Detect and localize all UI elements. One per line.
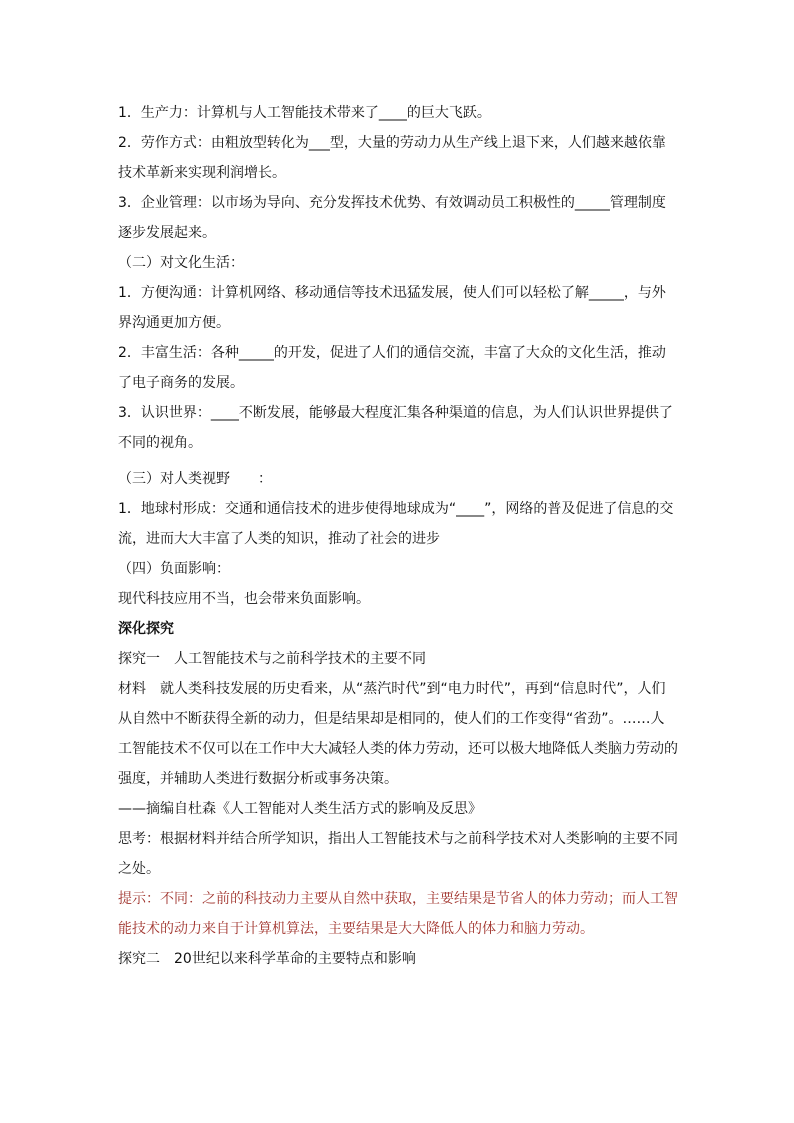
inquiry-one-title: 探究一 人工智能技术与之前科学技术的主要不同 [118, 651, 426, 667]
hint-answer: 提示：不同：之前的科技动力主要从自然中获取，主要结果是节省人的体力劳动；而人工智能技术的动力来自于计算机算法，主要结果是大大降低人的体力和脑力劳动。 [118, 891, 678, 937]
culture-section-title: （二）对文化生活： [118, 255, 244, 271]
think-question: 思考：根据材料并结合所学知识，指出人工智能技术与之前科学技术对人类影响的主要不同之处。 [118, 831, 678, 877]
productivity-item: 1．生产力：计算机与人工智能技术带来了____的巨大飞跃。 [118, 105, 491, 121]
enterprise-management-item: 3．企业管理：以市场为导向、充分发挥技术优势、有效调动员工积极性的_____管理制度逐步发展起来。 [118, 195, 666, 241]
vision-section-title: （三）对人类视野 ： [118, 471, 272, 487]
deep-inquiry-heading: 深化探究 [118, 621, 174, 637]
labor-mode-item: 2．劳作方式：由粗放型转化为___型，大量的劳动力从生产线上退下来，人们越来越依靠技术革新来实现利润增长。 [118, 135, 666, 181]
negative-text: 现代科技应用不当，也会带来负面影响。 [118, 591, 370, 607]
global-village-item: 1．地球村形成：交通和通信技术的进步使得地球成为“____”，网络的普及促进了信息的交流，进而大大丰富了人类的知识，推动了社会的进步 [118, 501, 674, 547]
communication-item: 1．方便沟通：计算机网络、移动通信等技术迅猛发展，使人们可以轻松了解_____，与外界沟通更加方便。 [118, 285, 666, 331]
document-body [118, 98, 678, 974]
know-world-item: 3．认识世界：____不断发展，能够最大程度汇集各种渠道的信息，为人们认识世界提供了不同的视角。 [118, 405, 673, 451]
material-source: ——摘编自杜森《人工智能对人类生活方式的影响及反思》 [118, 801, 482, 817]
rich-life-item: 2．丰富生活：各种_____的开发，促进了人们的通信交流，丰富了大众的文化生活，推动了电子商务的发展。 [118, 345, 666, 391]
material-paragraph: 材料 就人类科技发展的历史看来，从“蒸汽时代”到“电力时代”，再到“信息时代”，人们从自然中不断获得全新的动力，但是结果却是相同的，使人们的工作变得“省劲”。……人工智能技术不仅可以在工作中大大减轻人类的体力劳动，还可以极大地降低人类脑力劳动的强度，并辅助人类进行数据分析或事务决策。 [118, 681, 678, 787]
inquiry-two-title: 探究二 20世纪以来科学革命的主要特点和影响 [118, 951, 416, 967]
negative-section-title: （四）负面影响： [118, 561, 230, 577]
